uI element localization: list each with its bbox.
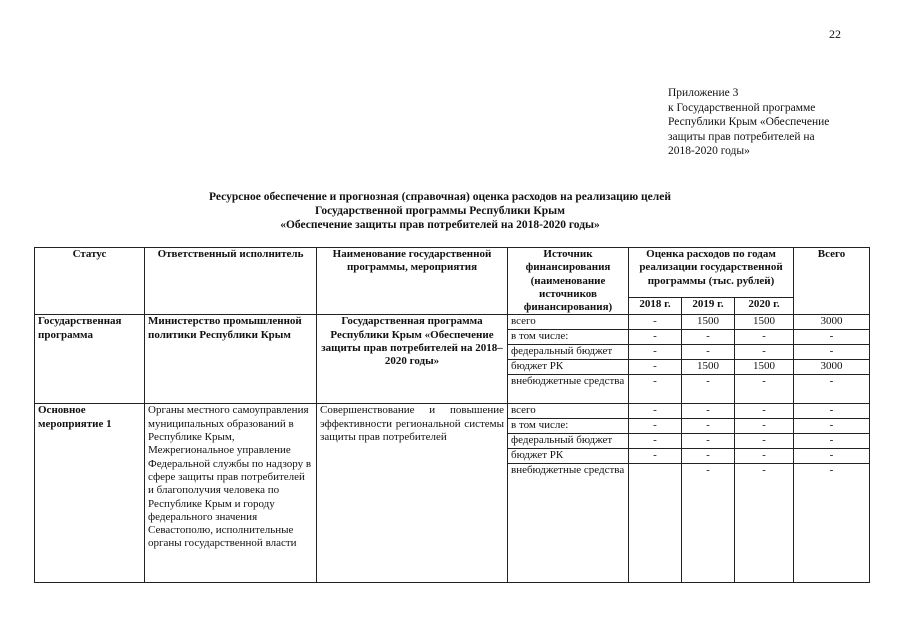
value-2018: - bbox=[629, 315, 682, 330]
value-2020: - bbox=[735, 434, 794, 449]
value-2018: - bbox=[629, 360, 682, 375]
header-name: Наименование государственной программы, мероприятия bbox=[317, 248, 508, 315]
value-total: - bbox=[794, 330, 870, 345]
source-cell: в том числе: bbox=[508, 330, 629, 345]
header-executor: Ответственный исполнитель bbox=[145, 248, 317, 315]
value-total: - bbox=[794, 345, 870, 360]
value-total: - bbox=[794, 404, 870, 419]
source-cell: внебюджетные средства bbox=[508, 464, 629, 583]
value-2020: 1500 bbox=[735, 315, 794, 330]
appendix-line: к Государственной программе bbox=[668, 101, 816, 114]
source-cell: бюджет РК bbox=[508, 449, 629, 464]
appendix-line: 2018-2020 годы» bbox=[668, 145, 750, 157]
table-row bbox=[35, 315, 870, 330]
value-2018: - bbox=[629, 419, 682, 434]
value-2018 bbox=[629, 464, 682, 583]
source-cell: внебюджетные средства bbox=[508, 375, 629, 404]
value-2020: 1500 bbox=[735, 360, 794, 375]
header-status: Статус bbox=[35, 248, 145, 315]
value-total: - bbox=[794, 449, 870, 464]
value-2019: - bbox=[682, 404, 735, 419]
source-cell: федеральный бюджет bbox=[508, 345, 629, 360]
header-2018: 2018 г. bbox=[629, 298, 682, 315]
header-total: Всего bbox=[794, 248, 870, 315]
value-total: - bbox=[794, 434, 870, 449]
source-cell: всего bbox=[508, 315, 629, 330]
executor-cell: Органы местного самоуправления муниципальных образований в Республике Крым, Межрегиональное управление Федеральной службы по надзору в сфере защиты прав потребителей и благополучия человека по Республике Крым и городу федерального значения Севастополю, исполнительные органы государственной власти bbox=[145, 404, 317, 583]
value-2020: - bbox=[735, 404, 794, 419]
value-2018: - bbox=[629, 330, 682, 345]
page-number: 22 bbox=[829, 27, 841, 41]
value-2019: 1500 bbox=[682, 360, 735, 375]
value-2019: - bbox=[682, 330, 735, 345]
status-cell: Основное мероприятие 1 bbox=[35, 404, 145, 583]
source-cell: федеральный бюджет bbox=[508, 434, 629, 449]
table-row bbox=[35, 404, 870, 419]
executor-cell: Министерство промышленной политики Республики Крым bbox=[145, 315, 317, 404]
value-total: - bbox=[794, 419, 870, 434]
header-2020: 2020 г. bbox=[735, 298, 794, 315]
value-2020: - bbox=[735, 449, 794, 464]
value-total: 3000 bbox=[794, 315, 870, 330]
value-2019: - bbox=[682, 345, 735, 360]
value-2019: - bbox=[682, 464, 735, 583]
value-total: 3000 bbox=[794, 360, 870, 375]
value-2019: - bbox=[682, 434, 735, 449]
value-2020: - bbox=[735, 375, 794, 404]
appendix-line: защиты прав потребителей на bbox=[668, 130, 815, 143]
source-cell: всего bbox=[508, 404, 629, 419]
appendix-note bbox=[668, 86, 859, 159]
value-2018: - bbox=[629, 345, 682, 360]
status-cell: Государственная программа bbox=[35, 315, 145, 404]
title-line: «Обеспечение защиты прав потребителей на 2018-2020 годы» bbox=[280, 219, 600, 231]
title-line: Ресурсное обеспечение и прогнозная (справочная) оценка расходов на реализацию целей bbox=[209, 191, 671, 203]
title-line: Государственной программы Республики Крым bbox=[315, 205, 565, 217]
activity-name-cell: Совершенствование и повышение эффективности региональной системы защиты прав потребителей bbox=[317, 404, 508, 583]
header-2019: 2019 г. bbox=[682, 298, 735, 315]
header-source: Источник финансирования (наименование источников финансирования) bbox=[508, 248, 629, 315]
value-2018: - bbox=[629, 375, 682, 404]
source-cell: в том числе: bbox=[508, 419, 629, 434]
value-2019: - bbox=[682, 419, 735, 434]
program-name-cell: Государственная программа Республики Крым «Обеспечение защиты прав потребителей на 2018–2020 годы» bbox=[317, 315, 508, 404]
value-2019: - bbox=[682, 449, 735, 464]
value-2020: - bbox=[735, 464, 794, 583]
appendix-line: Приложение 3 bbox=[668, 87, 739, 99]
budget-table bbox=[34, 247, 870, 583]
header-estimate: Оценка расходов по годам реализации государственной программы (тыс. рублей) bbox=[629, 248, 794, 298]
value-2019: 1500 bbox=[682, 315, 735, 330]
value-total: - bbox=[794, 375, 870, 404]
appendix-line: Республики Крым «Обеспечение bbox=[668, 116, 830, 128]
value-2018: - bbox=[629, 434, 682, 449]
value-2020: - bbox=[735, 330, 794, 345]
value-2019: - bbox=[682, 375, 735, 404]
value-2018: - bbox=[629, 449, 682, 464]
source-cell: бюджет РК bbox=[508, 360, 629, 375]
value-2020: - bbox=[735, 419, 794, 434]
value-2018: - bbox=[629, 404, 682, 419]
value-total: - bbox=[794, 464, 870, 583]
document-title bbox=[120, 190, 760, 232]
value-2020: - bbox=[735, 345, 794, 360]
